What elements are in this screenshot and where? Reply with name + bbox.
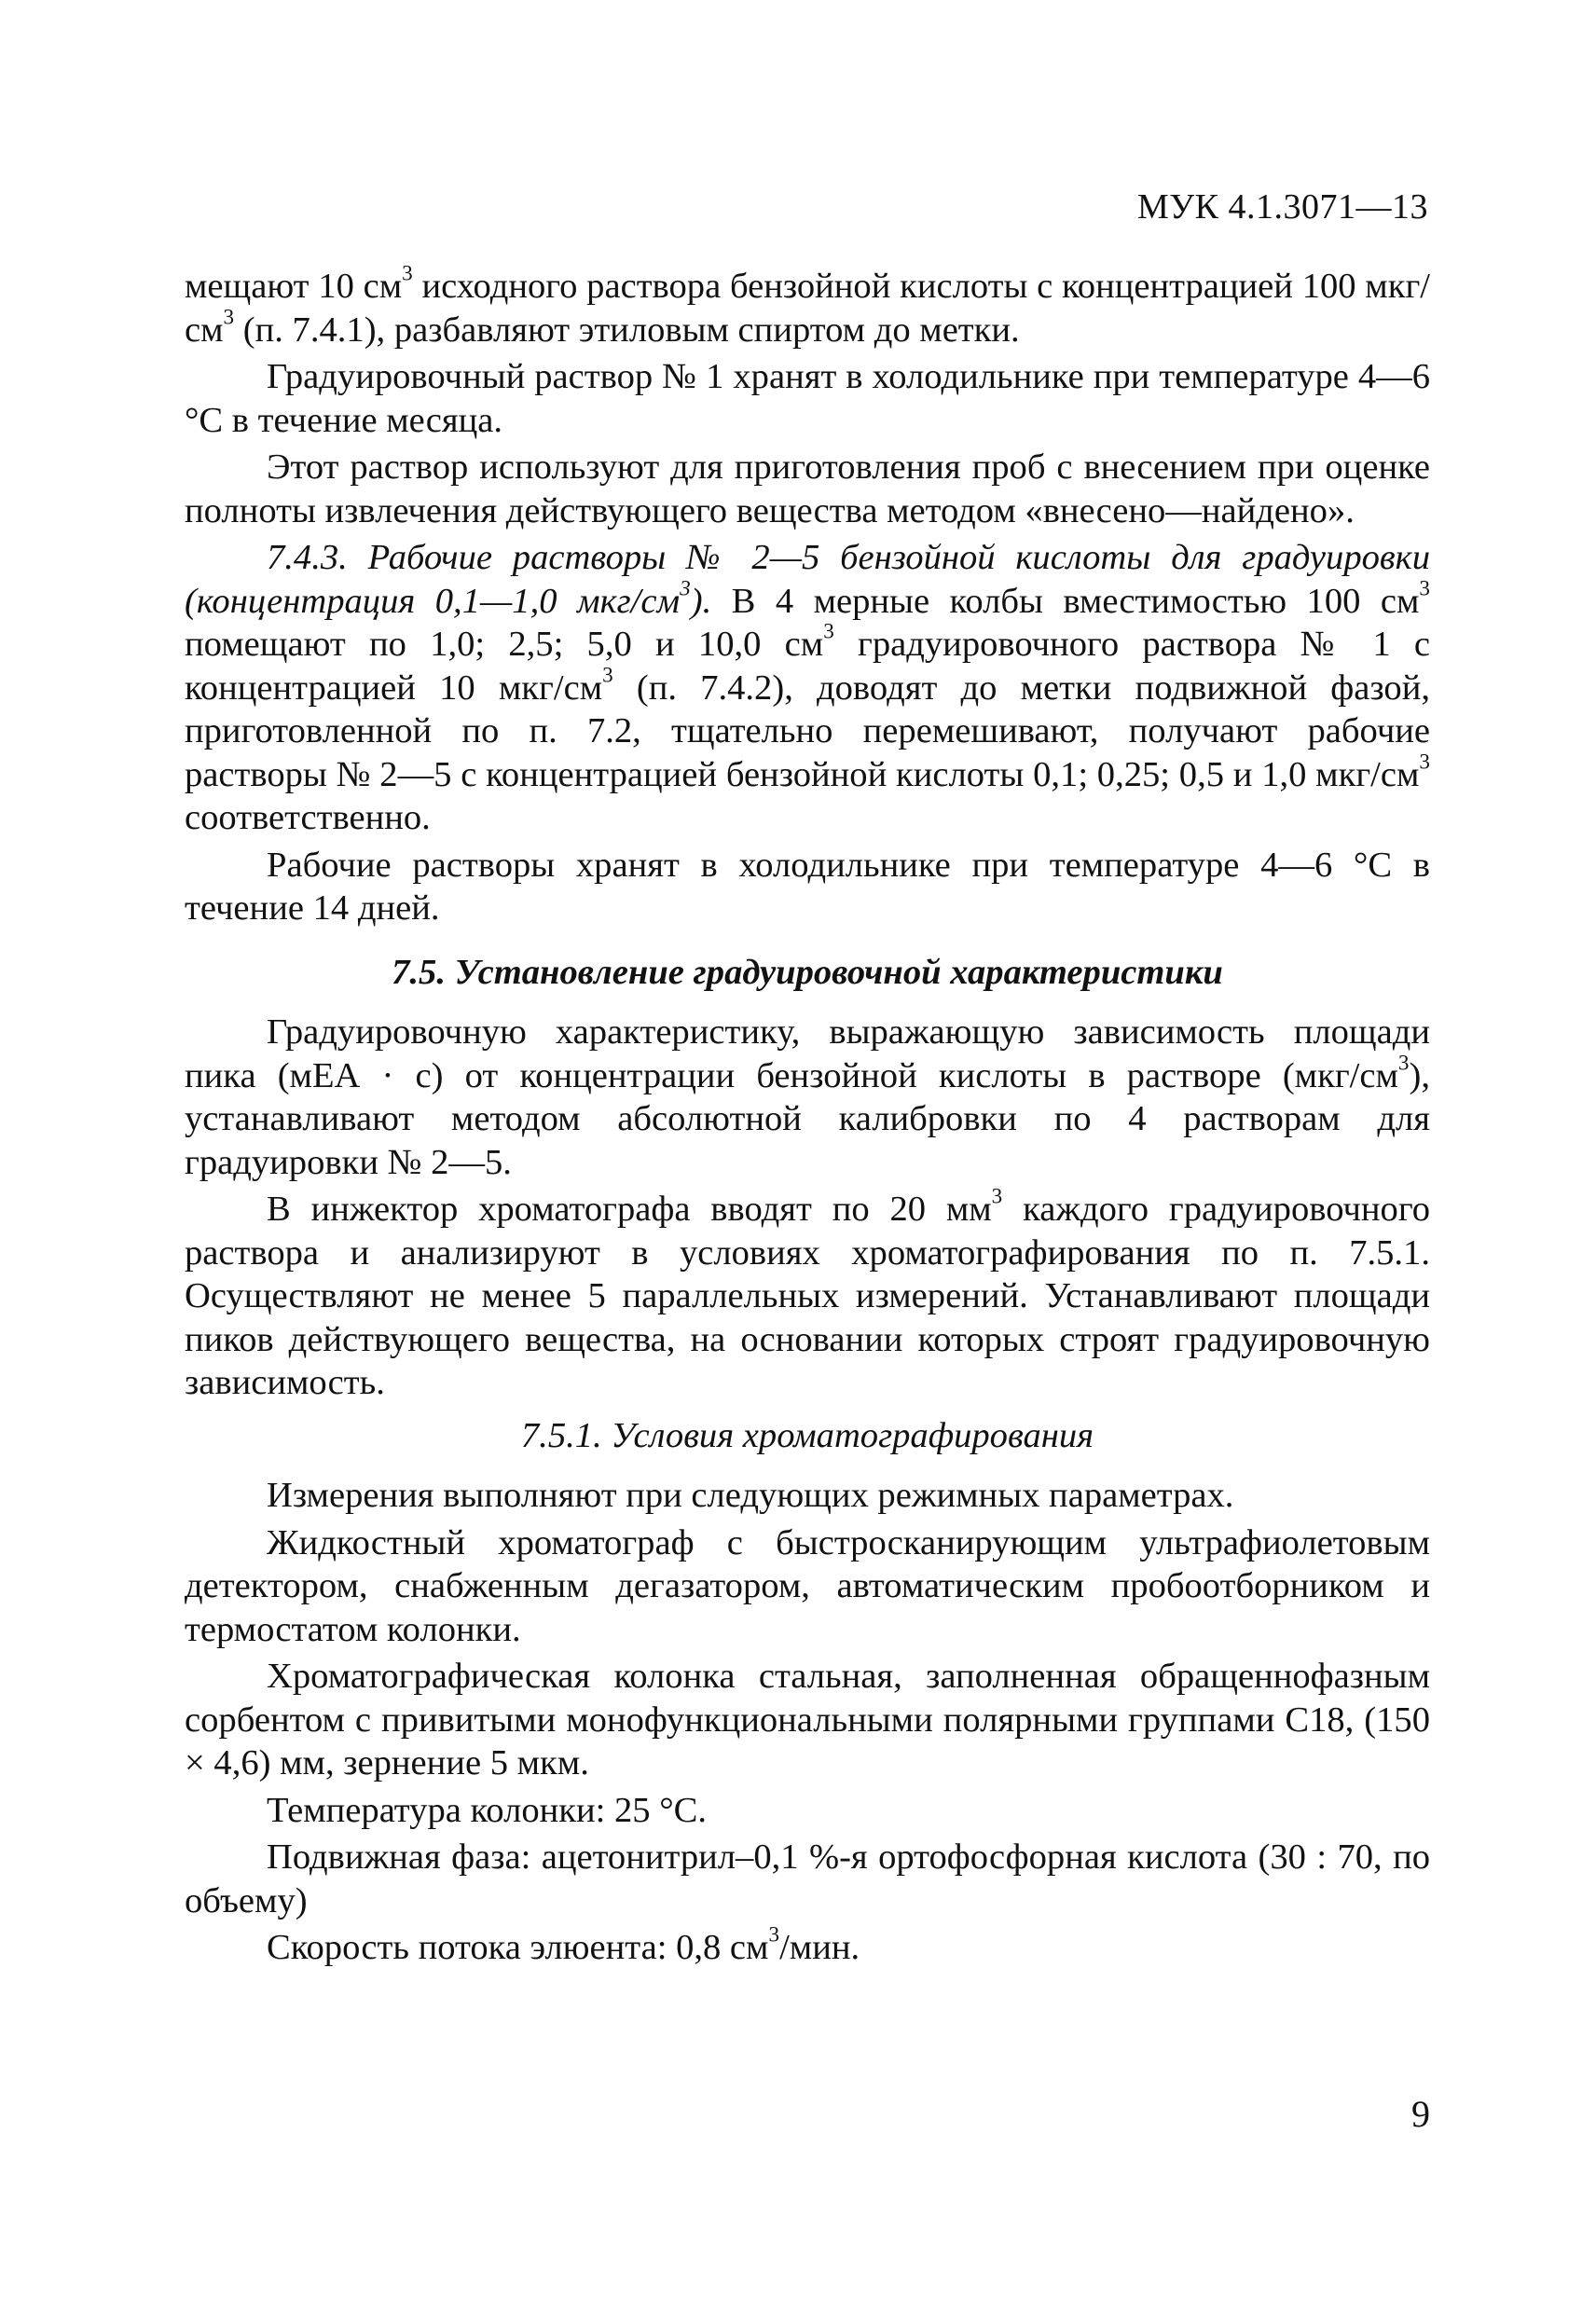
italic-superscript: 3 [680,575,691,600]
paragraph-p10 [185,1655,1430,1785]
page-number: 9 [1411,2093,1430,2135]
text-run: (п. 7.4.1), разбавляют этиловым спиртом до метки. [234,310,1020,350]
text-run: мещают 10 см [185,267,403,306]
text-run: 7.5.1. Условия хроматографирования [520,1415,1094,1455]
text-run: Жидкостный хроматограф с быстросканирующим ультрафиолетовым детектором, снабженным дегазатором, автоматическим пробоотборником и термостатом колонки. [185,1522,1430,1649]
superscript: 3 [402,261,413,286]
paragraph-p1 [185,261,1430,351]
text-run: Градуировочный раствор № 1 хранят в холодильнике при температуре 4—6 °С в течение месяца. [185,357,1430,440]
superscript: 3 [223,304,235,329]
text-run: 7.5. Установление градуировочной характеристики [392,952,1223,992]
text-run: Градуировочную характеристику, выражающую зависимость площади пика (мЕА · с) от концентрации бензойной кислоты в растворе (мкг/см [185,1012,1430,1095]
text-run: Хроматографическая колонка стальная, заполненная обращеннофазным сорбентом с привитыми монофункциональными полярными группами С18, (150 × 4,6) мм, зернение 5 мкм. [185,1657,1430,1782]
paragraph-p8 [185,1474,1430,1518]
text-run: помещают по 1,0; 2,5; 5,0 и 10,0 см [185,625,824,664]
text-run: соответственно. [185,798,431,837]
text-run: /мин. [779,1928,860,1967]
text-run: (п. 7.4.2), доводят до метки подвижной фазой, приготовленной по п. 7.2, тщательно перемешивают, получают рабочие растворы № 2—5 с концентрацией бензойной кислоты 0,1; 0,25; 0,5 и 1,0 мкг/см [185,667,1430,794]
superscript: 3 [1419,575,1430,600]
paragraph-p7 [185,1184,1430,1405]
paragraph-p4 [185,536,1430,840]
text-run: Измерения выполняют при следующих режимных параметрах. [267,1476,1234,1515]
paragraph-p12 [185,1836,1430,1922]
italic-run: ). [690,581,712,621]
paragraph-p6 [185,1011,1430,1184]
section-heading-h751 [185,1414,1430,1458]
italic-run: 7.4.3. Рабочие растворы № 2—5 бензойной кислоты для градуировки (концентрация 0,1—1,0 мкг/см [185,538,1430,621]
text-run: В 4 мерные колбы вместимостью 100 см [711,581,1420,621]
paragraph-p13 [185,1922,1430,1970]
text-run: каждого градуировочного раствора и анализируют в условиях хроматографирования по п. 7.5.1. Осуществляют не менее 5 параллельных измерений. Устанавливают площади пиков действующего вещества, на основании которых строят градуировочную зависимость. [185,1190,1430,1402]
document-code-header: МУК 4.1.3071—13 [1136,187,1428,227]
text-run: ), устанавливают методом абсолютной калибровки по 4 растворам для градуировки № 2—5. [185,1055,1430,1182]
document-body [185,261,1430,1974]
superscript: 3 [991,1184,1003,1209]
superscript: 3 [823,619,834,644]
paragraph-p11 [185,1789,1430,1833]
superscript: 3 [1397,1050,1410,1075]
section-heading-h75 [185,951,1430,995]
paragraph-p9 [185,1521,1430,1652]
text-run: Температура колонки: 25 °С. [267,1790,708,1830]
text-run: градуировочного раствора № 1 с концентрацией 10 мкг/см [185,625,1430,708]
superscript: 3 [768,1922,780,1947]
text-run: В инжектор хроматографа вводят по 20 мм [267,1190,992,1229]
text-run: Скорость потока элюента: 0,8 см [267,1928,769,1967]
text-run: Этот раствор используют для приготовления проб с внесением при оценке полноты извлечения действующего вещества методом «внесено—найдено». [185,447,1430,530]
text-run: Подвижная фаза: ацетонитрил–0,1 %-я ортофосфорная кислота (30 : 70, по объему) [185,1837,1430,1920]
paragraph-p5 [185,844,1430,930]
superscript: 3 [1419,749,1430,774]
superscript: 3 [602,662,613,687]
paragraph-p2 [185,355,1430,442]
text-run: Рабочие растворы хранят в холодильнике при температуре 4—6 °С в течение 14 дней. [185,845,1430,928]
text-run: исходного раствора бензойной кислоты с концентрацией 100 мкг/см [185,267,1430,350]
paragraph-p3 [185,446,1430,532]
italic-run [680,575,691,621]
